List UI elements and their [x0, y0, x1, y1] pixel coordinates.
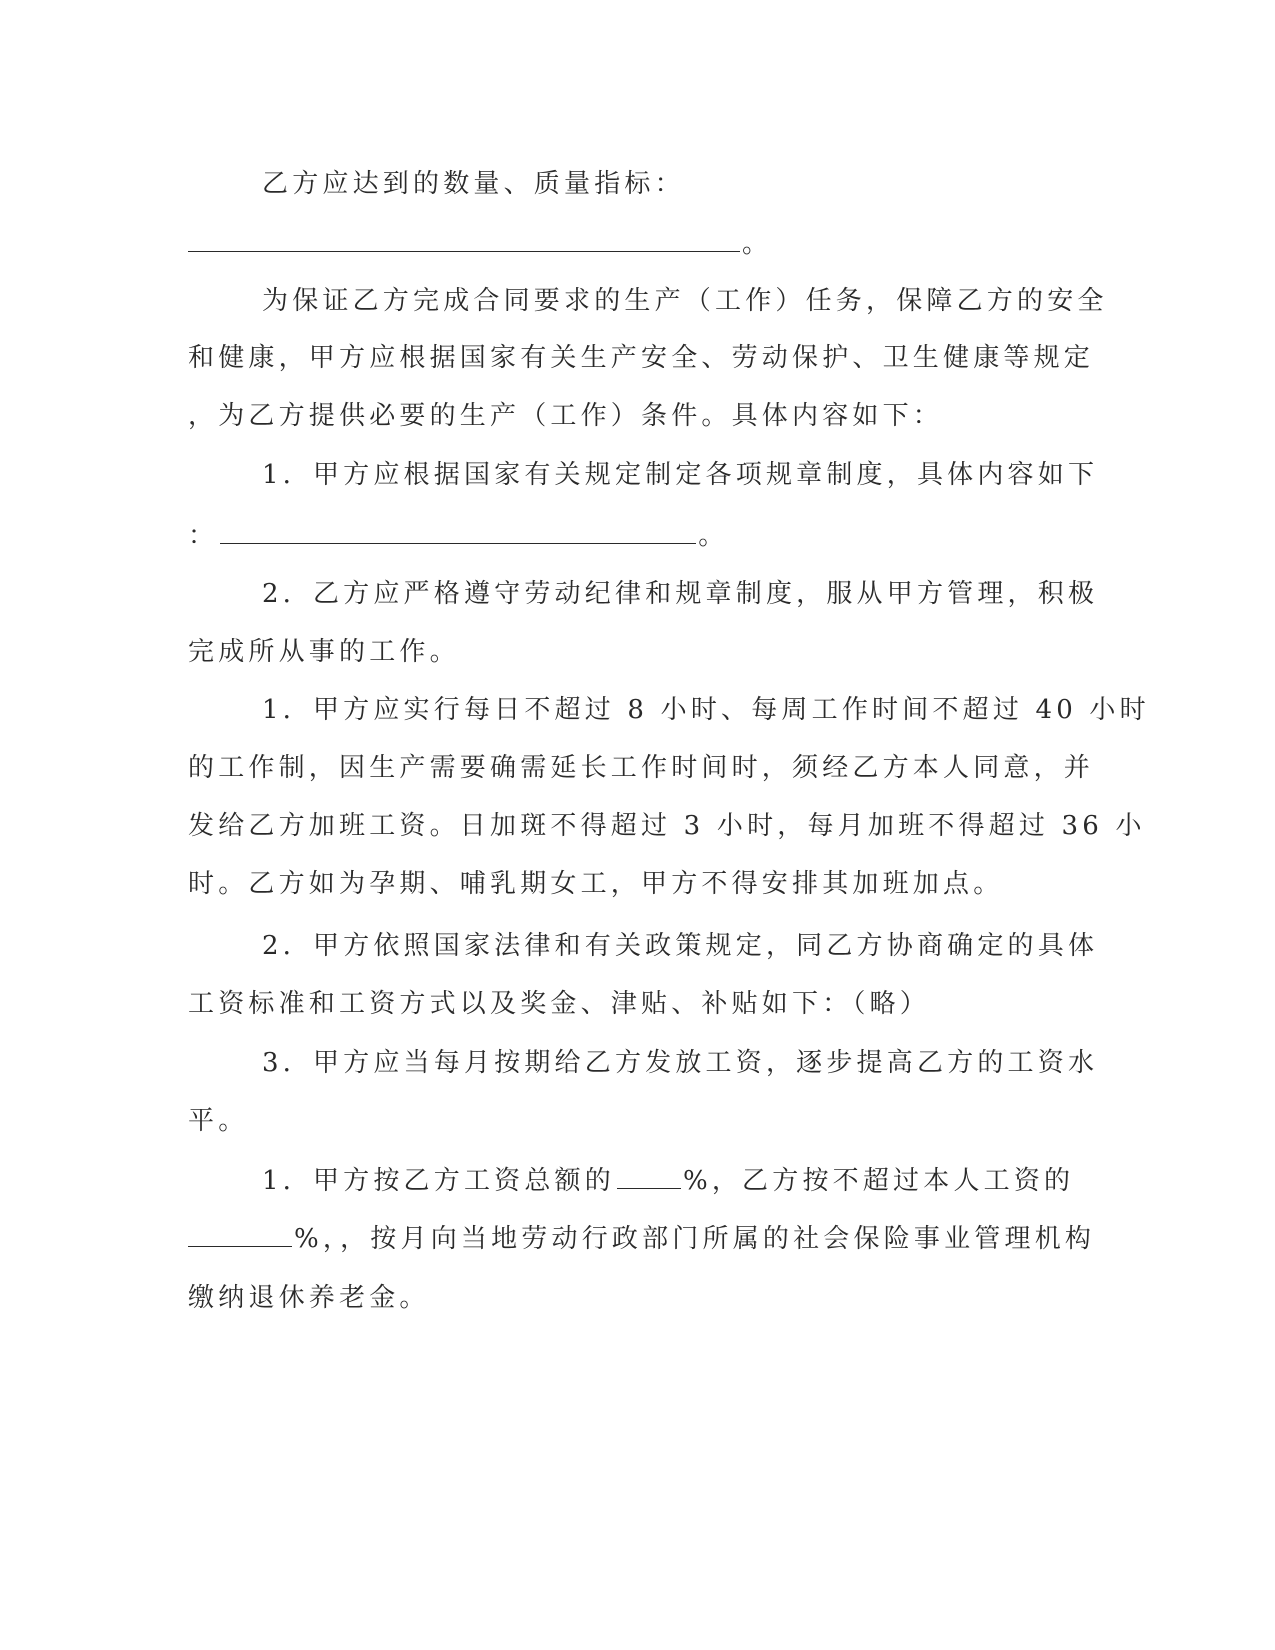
paragraph-line: 时。乙方如为孕期、哺乳期女工，甲方不得安排其加班加点。	[188, 869, 1004, 899]
paragraph-line: 的工作制，因生产需要确需延长工作时间时，须经乙方本人同意，并	[188, 753, 1095, 783]
paragraph-line: 缴纳退休养老金。	[188, 1283, 430, 1313]
blank-field[interactable]	[188, 1224, 292, 1247]
paragraph-line: ，为乙方提供必要的生产（工作）条件。具体内容如下：	[188, 401, 944, 431]
paragraph-line: 1．甲方应根据国家有关规定制定各项规章制度，具体内容如下	[262, 460, 1099, 490]
fill-in-line	[188, 1223, 1095, 1255]
paragraph-line: 2．甲方依照国家法律和有关政策规定，同乙方协商确定的具体	[262, 931, 1099, 961]
paragraph-line: 3．甲方应当每月按期给乙方发放工资，逐步提高乙方的工资水	[262, 1048, 1099, 1078]
paragraph-line: 发给乙方加班工资。日加斑不得超过 3 小时，每月加班不得超过 36 小	[188, 811, 1146, 841]
paragraph-line: 完成所从事的工作。	[188, 637, 460, 667]
line-text: %，，按月向当地劳动行政部门所属的社会保险事业管理机构	[294, 1224, 1096, 1254]
line-suffix: 。	[698, 521, 729, 551]
paragraph-line: 为保证乙方完成合同要求的生产（工作）任务，保障乙方的安全	[262, 286, 1108, 316]
paragraph-line: 乙方应达到的数量、质量指标：	[262, 169, 685, 199]
paragraph-line: 2．乙方应严格遵守劳动纪律和规章制度，服从甲方管理，积极	[262, 579, 1099, 609]
paragraph-line: 1．甲方应实行每日不超过 8 小时、每周工作时间不超过 40 小时	[262, 695, 1150, 725]
fill-in-line	[188, 228, 772, 260]
fill-in-line	[262, 1165, 1074, 1197]
paragraph-line: 和健康，甲方应根据国家有关生产安全、劳动保护、卫生健康等规定	[188, 343, 1095, 373]
line-text: %，乙方按不超过本人工资的	[682, 1166, 1075, 1196]
paragraph-line: 工资标准和工资方式以及奖金、津贴、补贴如下：（略）	[188, 989, 931, 1019]
blank-field[interactable]	[188, 229, 740, 252]
line-prefix: ：	[188, 521, 219, 551]
blank-field[interactable]	[617, 1166, 681, 1189]
line-suffix: 。	[742, 229, 773, 259]
blank-field[interactable]	[220, 521, 696, 544]
paragraph-line: 平。	[188, 1106, 249, 1136]
fill-in-line	[188, 520, 728, 552]
line-text: 1．甲方按乙方工资总额的	[262, 1166, 615, 1196]
